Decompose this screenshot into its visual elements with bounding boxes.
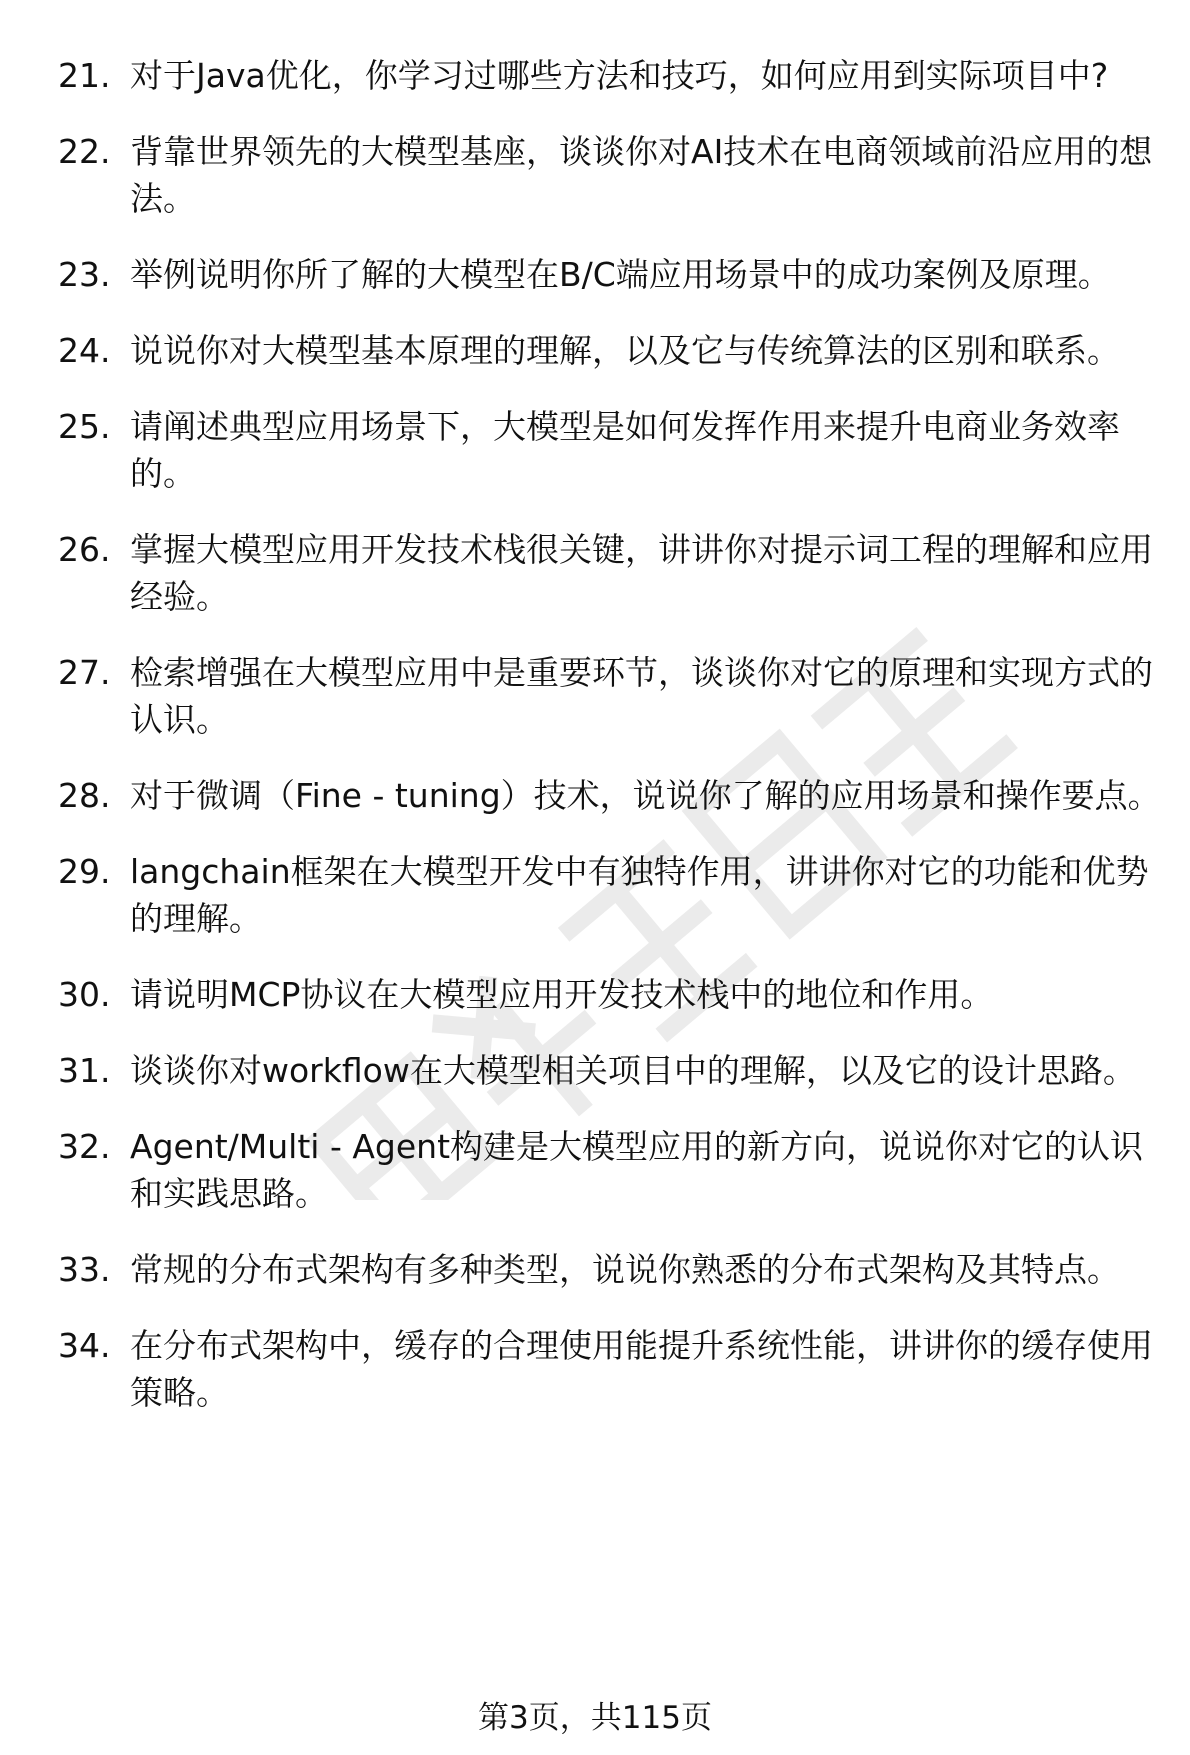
- question-number: 32.: [58, 1127, 111, 1166]
- question-number: 27.: [58, 653, 111, 692]
- list-item: [58, 52, 1168, 99]
- question-number: 29.: [58, 852, 111, 891]
- list-item: [58, 649, 1168, 743]
- list-item: [58, 403, 1168, 497]
- list-item: [58, 1246, 1168, 1293]
- list-item: [58, 1322, 1168, 1416]
- list-item: [58, 128, 1168, 222]
- question-number: 24.: [58, 331, 111, 370]
- list-item: [58, 1047, 1168, 1094]
- question-text: 在分布式架构中，缓存的合理使用能提升系统性能，讲讲你的缓存使用策略。: [130, 1326, 1153, 1412]
- question-number: 21.: [58, 56, 111, 95]
- list-item: [58, 251, 1168, 298]
- list-item: [58, 848, 1168, 942]
- question-text: 请阐述典型应用场景下，大模型是如何发挥作用来提升电商业务效率的。: [130, 407, 1120, 493]
- question-number: 23.: [58, 255, 111, 294]
- question-text: 请说明MCP协议在大模型应用开发技术栈中的地位和作用。: [130, 975, 994, 1014]
- page-number-footer: 第3页，共115页: [478, 1700, 712, 1736]
- question-number: 31.: [58, 1051, 111, 1090]
- list-item: [58, 772, 1168, 819]
- list-item: [58, 526, 1168, 620]
- list-item: [58, 327, 1168, 374]
- question-text: 举例说明你所了解的大模型在B/C端应用场景中的成功案例及原理。: [130, 255, 1111, 294]
- question-text: 对于Java优化，你学习过哪些方法和技巧，如何应用到实际项目中?: [130, 56, 1109, 95]
- question-list: [58, 52, 1168, 1445]
- list-item: [58, 971, 1168, 1018]
- question-number: 28.: [58, 776, 111, 815]
- question-text: langchain框架在大模型开发中有独特作用，讲讲你对它的功能和优势的理解。: [130, 852, 1149, 938]
- question-text: 常规的分布式架构有多种类型，说说你熟悉的分布式架构及其特点。: [130, 1250, 1120, 1289]
- question-text: 背靠世界领先的大模型基座，谈谈你对AI技术在电商领域前沿应用的想法。: [130, 132, 1153, 218]
- question-number: 30.: [58, 975, 111, 1014]
- question-text: 掌握大模型应用开发技术栈很关键，讲讲你对提示词工程的理解和应用经验。: [130, 530, 1153, 616]
- question-number: 26.: [58, 530, 111, 569]
- question-number: 34.: [58, 1326, 111, 1365]
- question-number: 22.: [58, 132, 111, 171]
- question-text: 检索增强在大模型应用中是重要环节，谈谈你对它的原理和实现方式的认识。: [130, 653, 1153, 739]
- question-text: 对于微调（Fine - tuning）技术，说说你了解的应用场景和操作要点。: [130, 776, 1161, 815]
- question-text: 说说你对大模型基本原理的理解，以及它与传统算法的区别和联系。: [130, 331, 1120, 370]
- question-text: Agent/Multi - Agent构建是大模型应用的新方向，说说你对它的认识和实践思路。: [130, 1127, 1144, 1213]
- question-number: 33.: [58, 1250, 111, 1289]
- list-item: [58, 1123, 1168, 1217]
- question-number: 25.: [58, 407, 111, 446]
- question-text: 谈谈你对workflow在大模型相关项目中的理解，以及它的设计思路。: [130, 1051, 1136, 1090]
